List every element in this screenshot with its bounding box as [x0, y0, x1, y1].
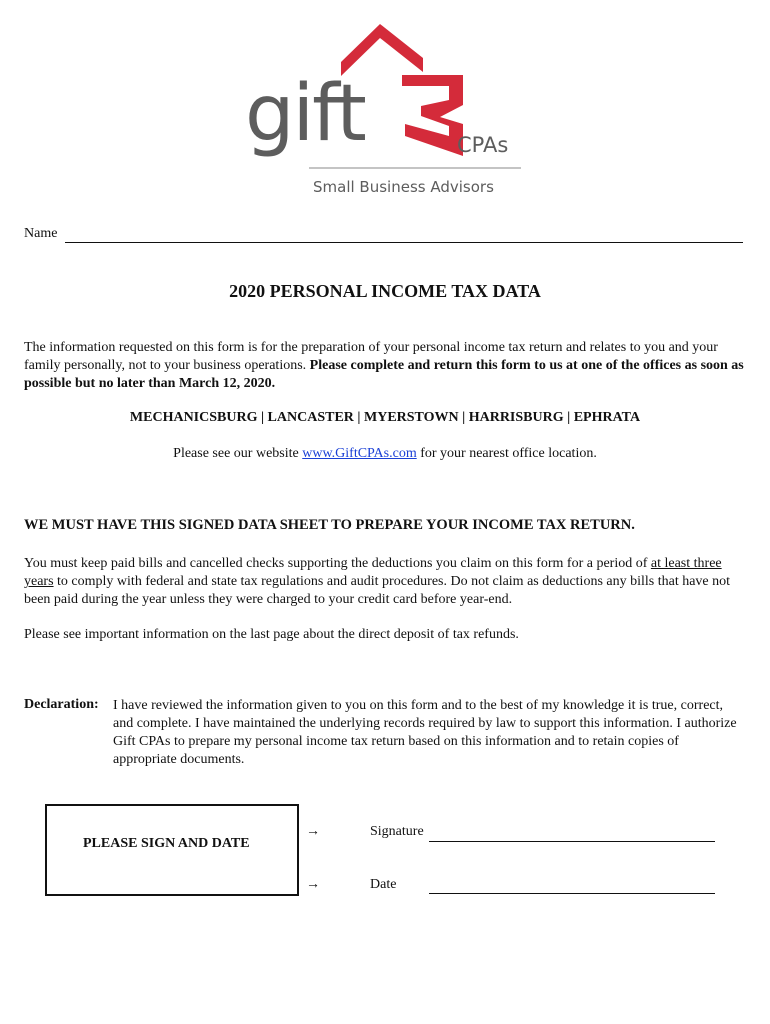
name-input-line[interactable] — [65, 242, 743, 243]
signature-line[interactable] — [429, 841, 715, 842]
website-link[interactable]: www.GiftCPAs.com — [302, 446, 417, 461]
logo-graphic — [245, 20, 530, 200]
keep-text-before: You must keep paid bills and cancelled checks supporting the deductions you claim on this form for a period of — [24, 556, 651, 571]
intro-text: The information requested on this form is for the preparation of your personal income tax return and relates to you and your family personally, not to your business operations. — [24, 340, 718, 373]
sign-box-label: PLEASE SIGN AND DATE — [83, 836, 250, 851]
keep-underlined-text: at least three years — [24, 556, 722, 589]
intro-paragraph — [24, 339, 746, 393]
logo-suffix: CPAs — [457, 133, 509, 157]
office-locations: MECHANICSBURG | LANCASTER | MYERSTOWN | HARRISBURG | EPHRATA — [129, 410, 641, 425]
sign-and-date-box — [45, 804, 299, 896]
logo-wordmark: gift — [245, 69, 365, 159]
keep-text-after: to comply with federal and state tax regulations and audit procedures. Do not claim as deductions any bills that have not been paid during the year unless they were charged to your credit card before year-end. — [24, 574, 731, 607]
declaration-label: Declaration: — [24, 697, 99, 712]
name-label: Name — [24, 226, 58, 241]
date-label: Date — [370, 877, 397, 892]
logo-house-shape — [402, 75, 463, 156]
refund-note: Please see important information on the last page about the direct deposit of tax refunds. — [24, 627, 519, 642]
record-keeping-paragraph — [24, 555, 746, 609]
declaration-text: I have reviewed the information given to you on this form and to the best of my knowledge it is true, correct, and complete. I have maintained the underlying records required by law to support this information. I authorize Gift CPAs to prepare my personal income tax return based on this information and to retain copies of appropriate documents. — [113, 698, 737, 767]
website-text-after: for your nearest office location. — [416, 446, 597, 461]
form-title: 2020 PERSONAL INCOME TAX DATA — [229, 281, 541, 301]
date-arrow-icon: → — [306, 877, 320, 892]
signature-label: Signature — [370, 824, 424, 839]
date-line[interactable] — [429, 893, 715, 894]
signed-sheet-heading: WE MUST HAVE THIS SIGNED DATA SHEET TO PREPARE YOUR INCOME TAX RETURN. — [24, 517, 635, 533]
name-field-row — [24, 226, 744, 242]
website-line — [0, 446, 770, 462]
gift-cpas-logo — [245, 20, 530, 200]
logo-tagline: Small Business Advisors — [313, 178, 494, 196]
signature-arrow-icon: → — [306, 824, 320, 839]
intro-deadline-text: Please complete and return this form to us at one of the offices as soon as possible but no later than March 12, 2020. — [24, 358, 744, 391]
website-text-before: Please see our website — [173, 446, 303, 461]
